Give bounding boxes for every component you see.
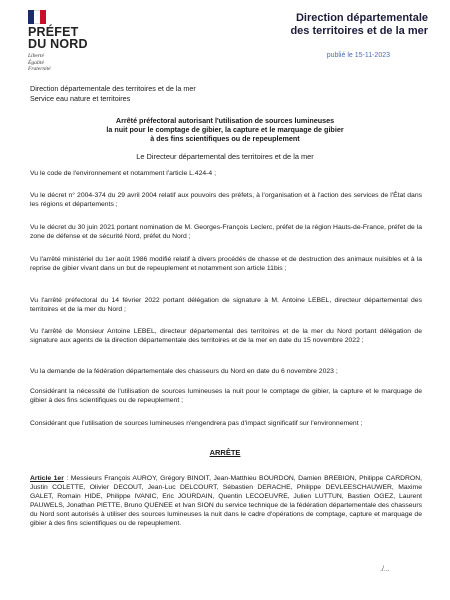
consideration-item: Considérant la nécessité de l'utilisation de sources lumineuses la nuit pour le comptage de gibier, la capture et le marquage de gibier à des fins scientifiques ou de repeuplement ; <box>30 388 422 404</box>
consideration-item: Vu la demande de la fédération départementale des chasseurs du Nord en date du 6 novembre 2023 ; <box>30 368 338 375</box>
consideration-item: Vu le code de l'environnement et notamment l'article L.424-4 ; <box>30 170 216 177</box>
publication-date: publié le 15-11-2023 <box>326 52 390 59</box>
consideration-item: Vu l'arrêté de Monsieur Antoine LEBEL, directeur départemental des territoires et de la mer du Nord portant délégation de signature aux agents de la direction départementale des territoires et de la mer en date du 15 novembre 2022 ; <box>30 328 422 344</box>
article-1-text: : Messieurs François AUROY, Grégory BINOIT, Jean-Matthieu BOURDON, Damien BREBION, Philippe CARDRON, Justin COLETTE, Olivier DECOUT, Jean-Luc DELCOURT, Sébastien DERACHE, Philippe DEVLEESCHAUWER, Maxime GALET, Romain HIDE, Philippe IVANIC, Eric JOURDAIN, Quentin LECOEUVRE, Julien LUTTUN, Bastien OGEZ, Laurent PAUWELS, Jonathan PIETTE, Bruno QUENEE et Ivan SION du service technique de la fédération départementale des chasseurs du Nord sont autorisés à utiliser des sources lumineuses la nuit dans le cadre d'opérations de comptage, capture et marquage de gibier à des fins scientifiques ou de repeuplement. <box>30 475 423 527</box>
article-1 <box>30 474 422 528</box>
consideration-item: Vu l'arrêté ministériel du 1er août 1986 modifié relatif à divers procédés de chasse et de destruction des animaux nuisibles et à la reprise de gibier vivant dans un but de repeuplement et notamment son article 11bis ; <box>30 256 422 272</box>
logo-line2: DU NORD <box>28 37 88 51</box>
republic-flag-icon <box>28 10 46 24</box>
service-block: Direction départementale des territoires et de la mer Service eau nature et territoires <box>30 84 196 103</box>
prefet-logo <box>28 10 108 73</box>
consideration-item: Considérant que l'utilisation de sources lumineuses n'engendrera pas d'impact significatif sur l'environnement ; <box>30 420 363 427</box>
consideration-item: Vu l'arrêté préfectoral du 14 février 2022 portant délégation de signature à M. Antoine LEBEL, directeur départemental des territoires et de la mer du Nord ; <box>30 297 422 313</box>
republic-motto: Liberté Égalité Fraternité <box>28 53 51 72</box>
consideration-item: Vu le décret du 30 juin 2021 portant nomination de M. Georges-François Leclerc, préfet de la région Hauts-de-France, préfet de la zone de défense et de sécurité Nord, préfet du Nord ; <box>30 224 422 240</box>
continuation-mark: ./... <box>380 566 390 573</box>
consideration-item: Vu le décret n° 2004-374 du 29 avril 2004 relatif aux pouvoirs des préfets, à l'organisation et à l'action des services de l'État dans les régions et départements ; <box>30 192 422 208</box>
director-line: Le Directeur départemental des territoires et de la mer <box>136 152 314 161</box>
article-1-label: Article 1er <box>30 475 64 482</box>
arrete-heading: ARRÊTE <box>209 448 241 457</box>
document-title: Arrêté préfectoral autorisant l'utilisation de sources lumineuses la nuit pour le comptage de gibier, la capture et le marquage de gibier à des fins scientifiques ou de repeuplement <box>106 116 344 143</box>
direction-header: Direction départementale des territoires et de la mer <box>290 12 428 37</box>
logo-line1: PRÉFET <box>28 25 79 39</box>
